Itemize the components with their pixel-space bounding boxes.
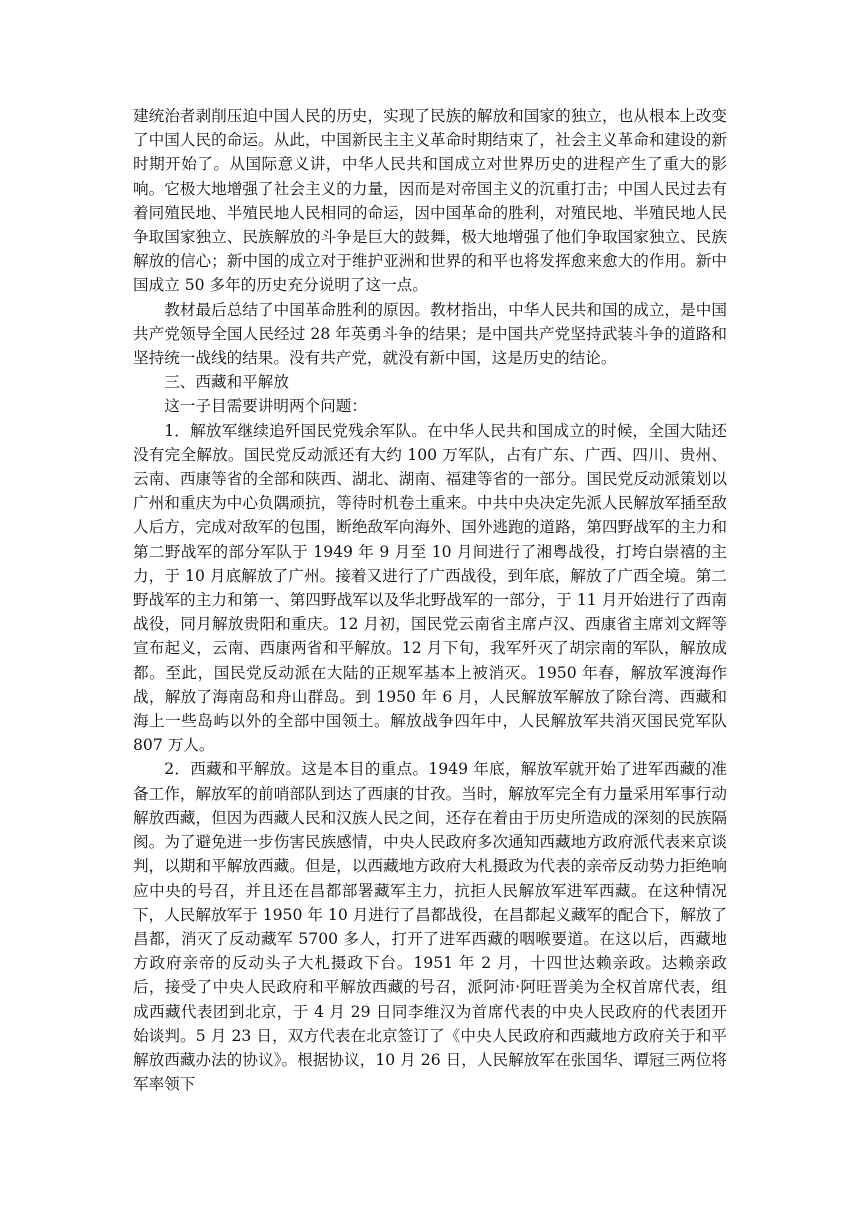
paragraph-prc-significance: 建统治者剥削压迫中国人民的历史，实现了民族的解放和国家的独立，也从根本上改变了中国人民的命运。从此，中国新民主主义革命时期结束了，社会主义革命和建设的新时期开始了。从国际意义讲，中华人民共和国成立对世界历史的进程产生了重大的影响。它极大地增强了社会主义的力量，因而是对帝国主义的沉重打击；中国人民过去有着同殖民地、半殖民地人民相同的命运，因中国革命的胜利，对殖民地、半殖民地人民争取国家独立、民族解放的斗争是巨大的鼓舞，极大地增强了他们争取国家独立、民族解放的信心；新中国的成立对于维护亚洲和世界的和平也将发挥愈来愈大的作用。新中国成立 50 多年的历史充分说明了这一点。: [133, 107, 727, 295]
section-heading-tibet: 三、西藏和平解放: [164, 373, 289, 392]
paragraph-point-2-tibet-liberation: 2．西藏和平解放。这是本目的重点。1949 年底，解放军就开始了进军西藏的准备工作，解放军的前哨部队到达了西康的甘孜。当时，解放军完全有力量采用军事行动解放西藏，但因为西藏人民和汉族人民之间，还存在着由于历史所造成的深刻的民族隔阂。为了避免进一步伤害民族感情，中央人民政府多次通知西藏地方政府派代表来京谈判，以期和平解放西藏。但是，以西藏地方政府大札摄政为代表的亲帝反动势力拒绝响应中央的号召，并且还在昌都部署藏军主力，抗拒人民解放军进军西藏。在这种情况下，人民解放军于 1950 年 10 月进行了昌都战役，在昌都起义藏军的配合下，解放了昌都，消灭了反动藏军 5700 多人，打开了进军西藏的咽喉要道。在这以后，西藏地方政府亲帝的反动头子大札摄政下台。1951 年 2 月，十四世达赖亲政。达赖亲政后，接受了中央人民政府和平解放西藏的号召，派阿沛·阿旺晋美为全权首席代表，组成西藏代表团到北京，于 4 月 29 日同李维汉为首席代表的中央人民政府的代表团开始谈判。5 月 23 日，双方代表在北京签订了《中央人民政府和西藏地方政府关于和平解放西藏办法的协议》。根据协议，10 月 26 日，人民解放军在张国华、谭冠三两位将军率领下: [133, 760, 727, 1094]
paragraph-subsection-intro: 这一子目需要讲明两个问题：: [164, 397, 367, 416]
paragraph-point-1-pursuit: 1．解放军继续追歼国民党残余军队。在中华人民共和国成立的时候，全国大陆还没有完全解放。国民党反动派还有大约 100 万军队，占有广东、广西、四川、贵州、云南、西康等省的全部和陕西、湖北、湖南、福建等省的一部分。国民党反动派策划以广州和重庆为中心负隅顽抗，等待时机卷土重来。中共中央决定先派人民解放军插至敌人后方，完成对敌军的包围，断绝敌军向海外、国外逃跑的道路，第四野战军的主力和第二野战军的部分军队于 1949 年 9 月至 10 月间进行了湘粤战役，打垮白崇禧的主力，于 10 月底解放了广州。接着又进行了广西战役，到年底，解放了广西全境。第二野战军的主力和第一、第四野战军以及华北野战军的一部分，于 11 月开始进行了西南战役，同月解放贵阳和重庆。12 月初，国民党云南省主席卢汉、西康省主席刘文辉等宣布起义，云南、西康两省和平解放。12 月下旬，我军歼灭了胡宗南的军队，解放成都。至此，国民党反动派在大陆的正规军基本上被消灭。1950 年春，解放军渡海作战，解放了海南岛和舟山群岛。到 1950 年 6 月，人民解放军解放了除台湾、西藏和海上一些岛屿以外的全部中国领土。解放战争四年中，人民解放军共消灭国民党军队 807 万人。: [133, 421, 727, 755]
paragraph-revolution-victory-reasons: 教材最后总结了中国革命胜利的原因。教材指出，中华人民共和国的成立，是中国共产党领导全国人民经过 28 年英勇斗争的结果；是中国共产党坚持武装斗争的道路和坚持统一战线的结果。没有共产党，就没有新中国，这是历史的结论。: [133, 300, 727, 368]
document-page: [133, 104, 727, 1096]
